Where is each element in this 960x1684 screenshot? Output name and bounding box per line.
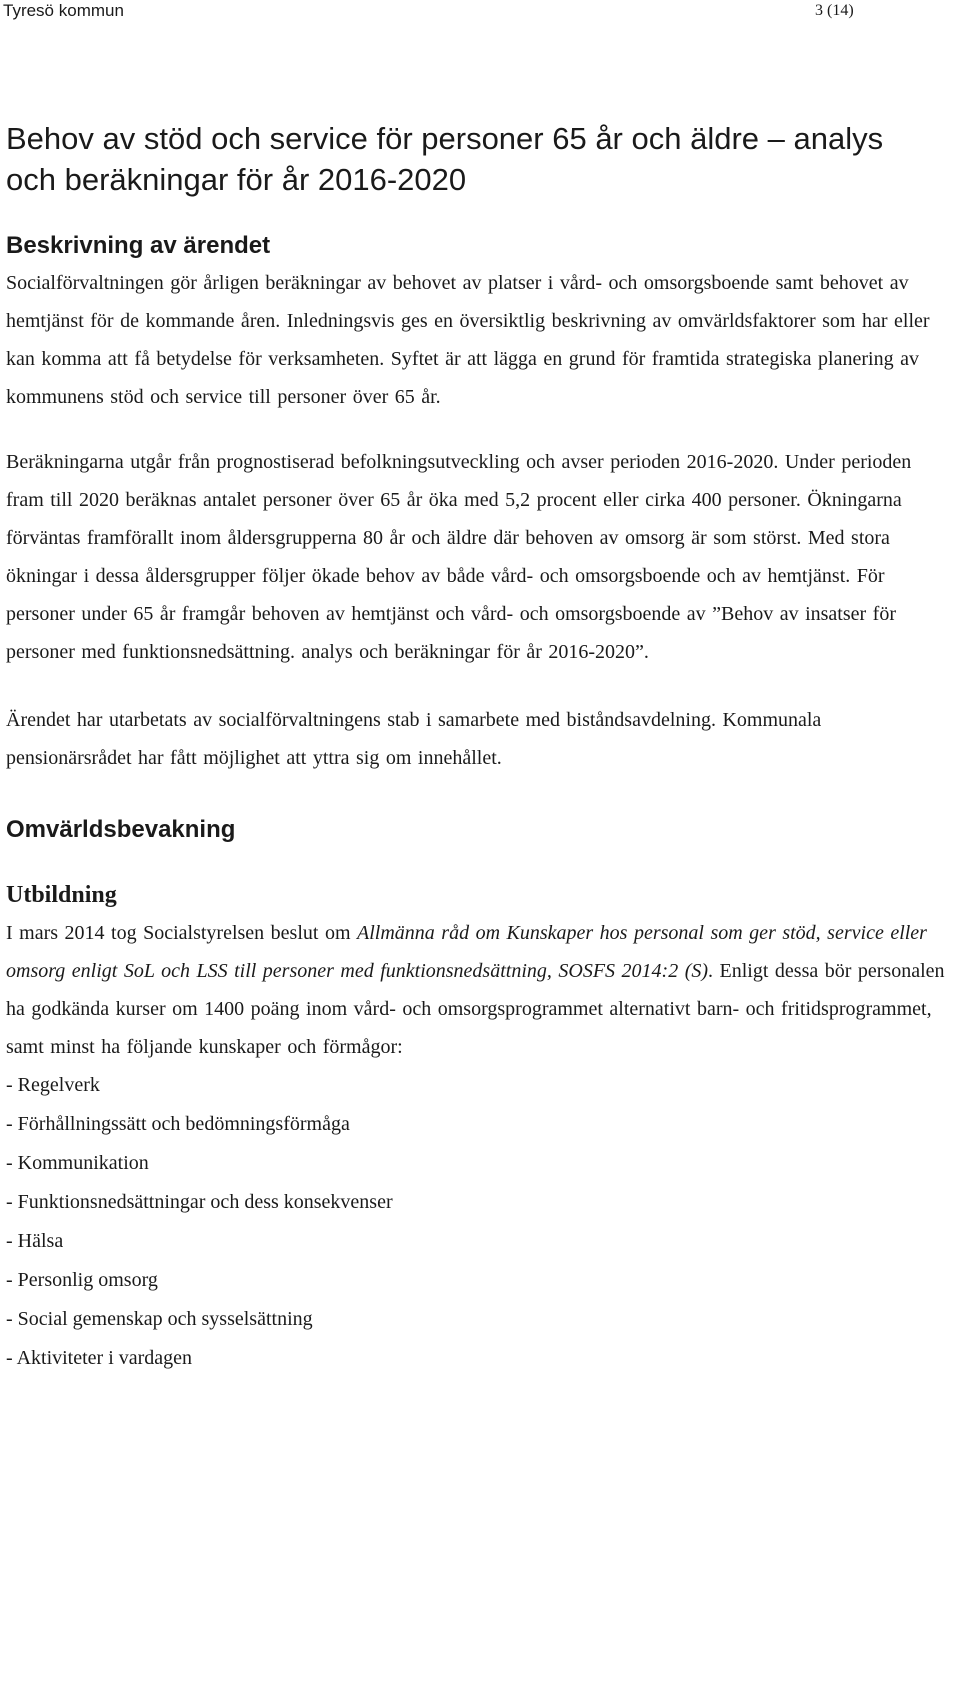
sub-heading-utbildning: Utbildning xyxy=(6,882,117,908)
document-title: Behov av stöd och service för personer 65 år och äldre – analys och beräkningar för år 2016-2020 xyxy=(6,121,884,197)
header-page-number: 3 (14) xyxy=(815,2,854,19)
section-heading-omvarldsbevakning: Omvärldsbevakning xyxy=(6,816,236,843)
sosfs-reference: Allmänna råd om Kunskaper hos personal som ger stöd, service eller omsorg enligt SoL och LSS till personer med funktionsnedsättning, SOSFS 2014:2 (S) xyxy=(6,922,927,982)
list-item: - Funktionsnedsättningar och dess konsekvenser xyxy=(6,1183,946,1222)
page-header xyxy=(0,0,960,24)
paragraph-utbildning-end: . Enligt dessa bör personalen ha godkända kurser om 1400 poäng inom vård- och omsorgsprogrammet alternativt barn- och fritidsprogrammet, samt minst ha följande kunskaper och förmågor: xyxy=(6,960,945,1058)
paragraph-utbildning xyxy=(6,914,946,1066)
paragraph-utbildning-start: I mars 2014 tog Socialstyrelsen beslut om xyxy=(6,922,358,944)
paragraph-beskrivning-2: Beräkningarna utgår från prognostiserad befolkningsutveckling och avser perioden 2016-2020. Under perioden fram till 2020 beräknas antalet personer över 65 år öka med 5,2 procent eller cirka 400 personer. Ökningarna förväntas framförallt inom åldersgrupperna 80 år och äldre där behoven av omsorg är som störst. Med stora ökningar i dessa åldersgrupper följer ökade behov av både vård- och omsorgsboende och av hemtjänst. För personer under 65 år framgår behoven av hemtjänst och vård- och omsorgsboende av ”Behov av insatser för personer med funktionsnedsättning. analys och beräkningar för år 2016-2020”. xyxy=(6,451,912,663)
competence-list xyxy=(6,1066,946,1378)
list-item: - Aktiviteter i vardagen xyxy=(6,1339,946,1378)
document-body xyxy=(6,118,946,1378)
section-heading-beskrivning: Beskrivning av ärendet xyxy=(6,232,271,259)
list-item: - Kommunikation xyxy=(6,1144,946,1183)
header-org-name: Tyresö kommun xyxy=(3,1,124,20)
list-item: - Regelverk xyxy=(6,1066,946,1105)
list-item: - Social gemenskap och sysselsättning xyxy=(6,1300,946,1339)
list-item: - Förhållningssätt och bedömningsförmåga xyxy=(6,1105,946,1144)
list-item: - Hälsa xyxy=(6,1222,946,1261)
paragraph-beskrivning-3: Ärendet har utarbetats av socialförvaltningens stab i samarbete med biståndsavdelning. Kommunala pensionärsrådet har fått möjlighet att yttra sig om innehållet. xyxy=(6,709,822,769)
paragraph-beskrivning-1: Socialförvaltningen gör årligen beräkningar av behovet av platser i vård- och omsorgsboende samt behovet av hemtjänst för de kommande åren. Inledningsvis ges en översiktlig beskrivning av omvärldsfaktorer som har eller kan komma att få betydelse för verksamheten. Syftet är att lägga en grund för framtida strategiska planering av kommunens stöd och service till personer över 65 år. xyxy=(6,272,930,408)
list-item: - Personlig omsorg xyxy=(6,1261,946,1300)
